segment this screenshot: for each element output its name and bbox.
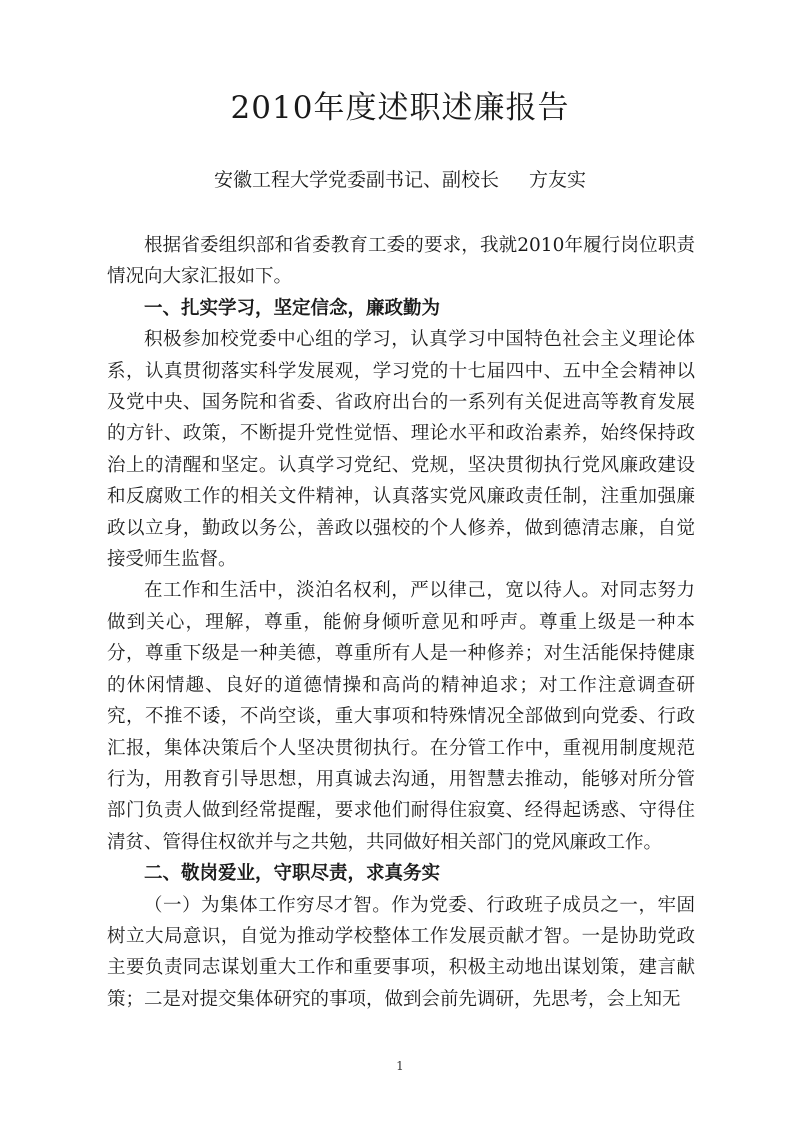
body-paragraph: 积极参加校党委中心组的学习，认真学习中国特色社会主义理论体系，认真贯彻落实科学发展观，学习党的十七届四中、五中全会精神以及党中央、国务院和省委、省政府出台的一系列有关促进高等教育发展的方针、政策，不断提升党性觉悟、理论水平和政治素养，始终保持政治上的清醒和坚定。认真学习党纪、党规，坚决贯彻执行党风廉政建设和反腐败工作的相关文件精神，认真落实党风廉政责任制，注重加强廉政以立身，勤政以务公，善政以强校的个人修养，做到德清志廉，自觉接受师生监督。 [107, 329, 695, 571]
author-line [0, 166, 800, 194]
page-number: 1 [396, 1059, 404, 1073]
document-body [107, 230, 695, 1015]
section-heading-2: 二、敬岗爱业，守职尽责，求真务实 [144, 863, 441, 885]
author-name: 方友实 [529, 169, 587, 191]
document-title: 2010年度述职述廉报告 [230, 90, 570, 126]
body-paragraph: 在工作和生活中，淡泊名权利，严以律己，宽以待人。对同志努力做到关心，理解，尊重，能俯身倾听意见和呼声。尊重上级是一种本分，尊重下级是一种美德，尊重所有人是一种修养；对生活能保持健康的休闲情趣、良好的道德情操和高尚的精神追求；对工作注意调查研究，不推不诿，不尚空谈，重大事项和特殊情况全部做到向党委、行政汇报，集体决策后个人坚决贯彻执行。在分管工作中，重视用制度规范行为，用教育引导思想，用真诚去沟通，用智慧去推动，能够对所分管部门负责人做到经常提醒，要求他们耐得住寂寞、经得起诱惑、守得住清贫、管得住权欲并与之共勉，共同做好相关部门的党风廉政工作。 [107, 580, 695, 853]
intro-paragraph: 根据省委组织部和省委教育工委的要求，我就2010年履行岗位职责情况向大家汇报如下。 [107, 235, 695, 288]
body-paragraph: （一）为集体工作穷尽才智。作为党委、行政班子成员之一，牢固树立大局意识，自觉为推动学校整体工作发展贡献才智。一是协助党政主要负责同志谋划重大工作和重要事项，积极主动地出谋划策，建言献策；二是对提交集体研究的事项，做到会前先调研，先思考，会上知无 [107, 894, 695, 1010]
author-position: 安徽工程大学党委副书记、副校长 [213, 169, 499, 191]
section-heading-1: 一、扎实学习，坚定信念，廉政勤为 [144, 297, 441, 319]
